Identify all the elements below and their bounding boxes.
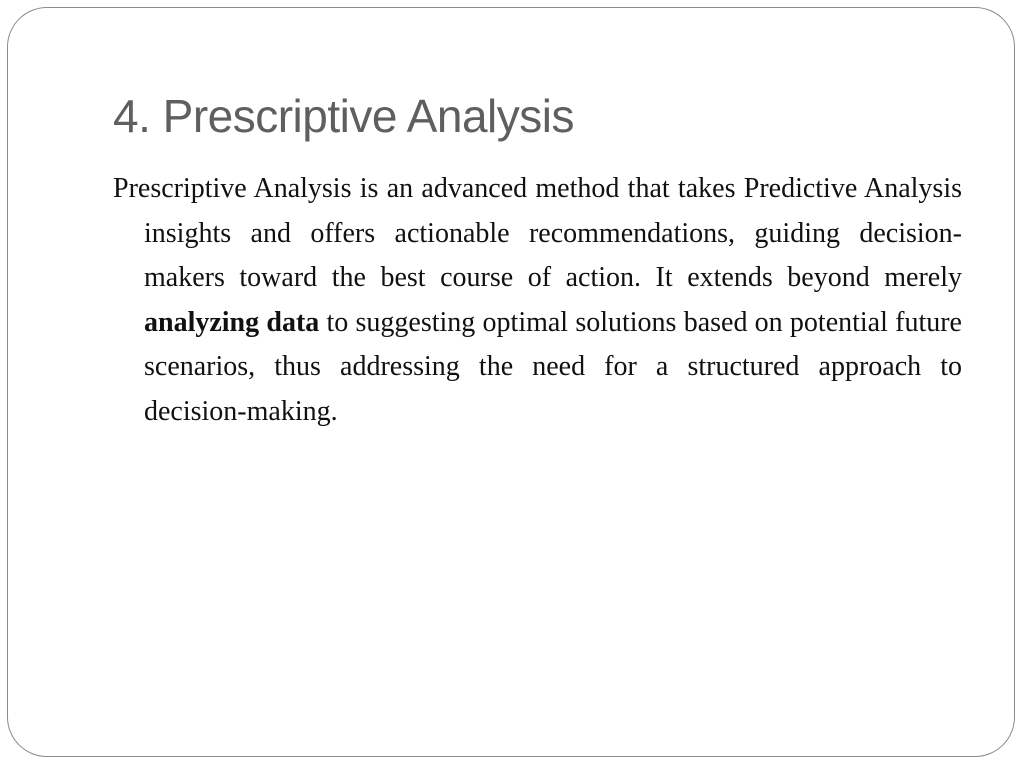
body-text-part-2: to suggesting optimal solutions based on potential future scenarios, thus addressing the need for a structured approach to decision-making. [144,306,962,427]
slide-title: 4. Prescriptive Analysis [113,90,574,142]
slide-body-paragraph [113,167,962,434]
body-emphasis-text: analyzing data [144,306,320,338]
body-text-part-1: Prescriptive Analysis is an advanced method that takes Predictive Analysis insights and offers actionable recommendations, guiding decision-makers toward the best course of action. It extends beyond merely [113,173,962,293]
